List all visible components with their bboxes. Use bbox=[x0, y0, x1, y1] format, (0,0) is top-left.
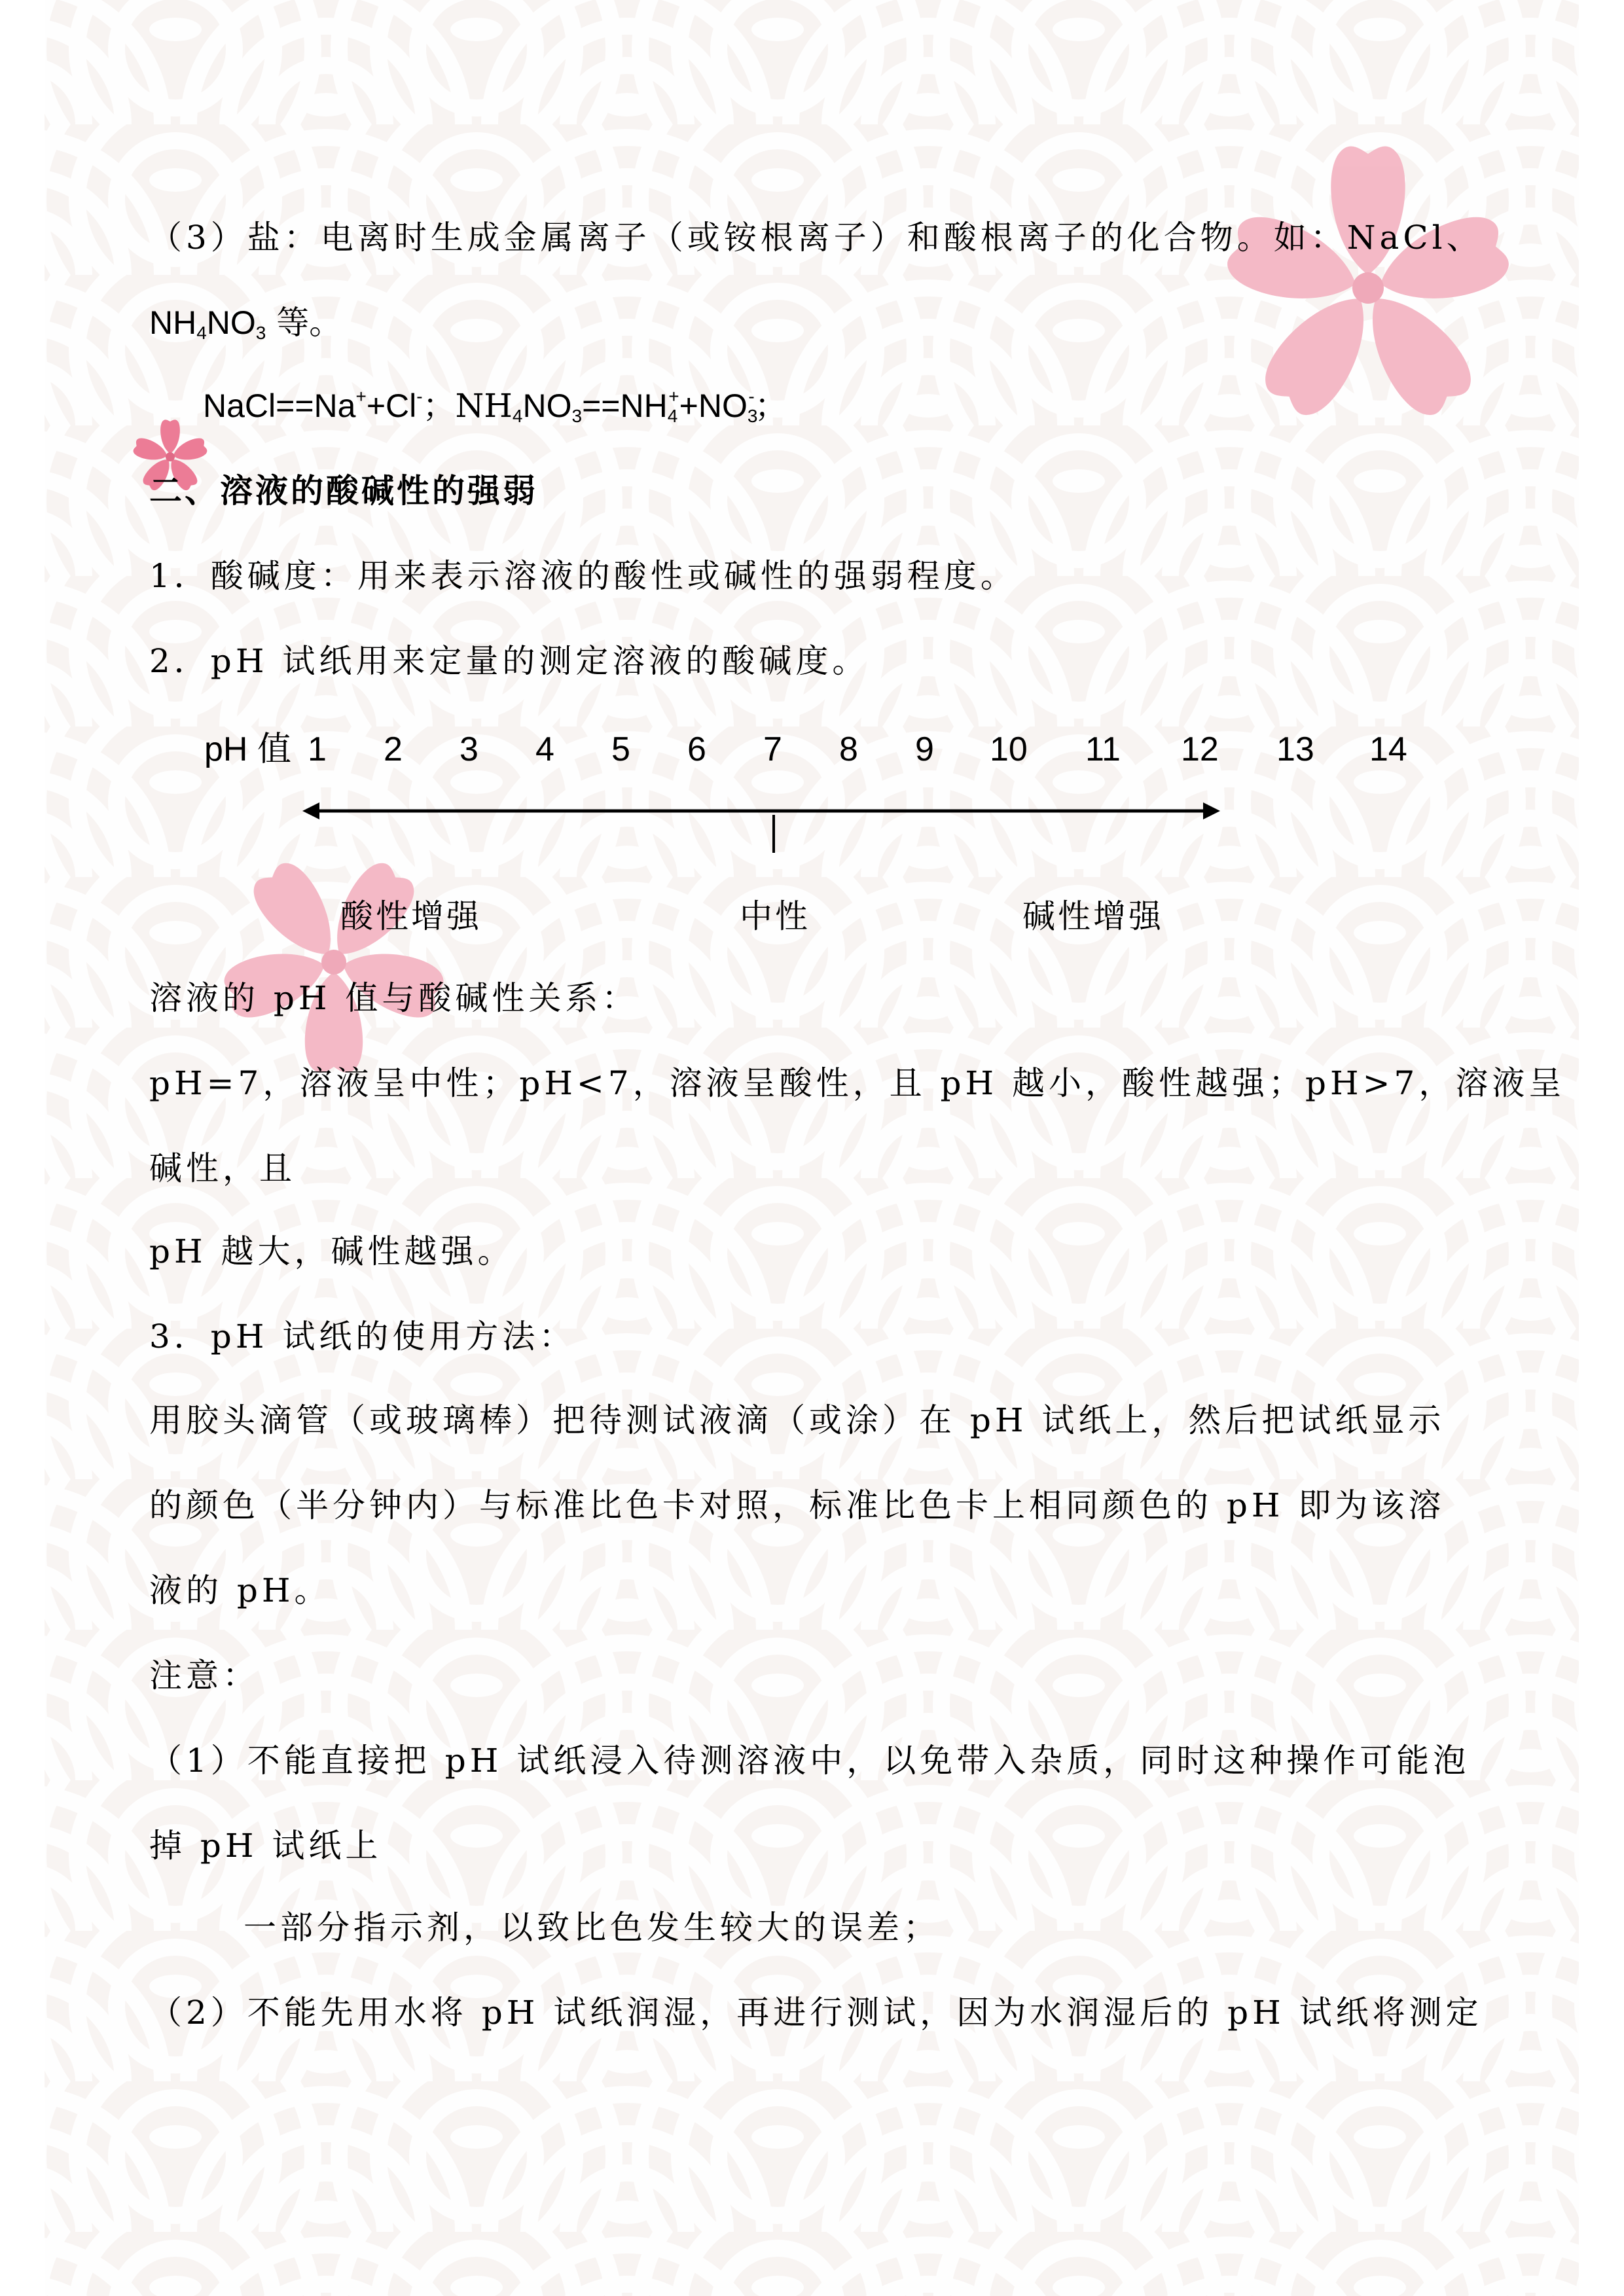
note-2-line-1: （2）不能先用水将 pH 试纸润湿，再进行测试，因为水润湿后的 pH 试纸将测定 bbox=[149, 1994, 1483, 2032]
item-1: 1．酸碱度：用来表示溶液的酸性或碱性的强弱程度。 bbox=[149, 557, 1017, 595]
superscript: + bbox=[355, 386, 367, 406]
salt-definition bbox=[149, 218, 1483, 257]
note-1-line-3: 一部分指示剂，以致比色发生较大的误差； bbox=[244, 1909, 940, 1946]
salt-examples bbox=[149, 303, 342, 342]
ph-value: 6 bbox=[687, 730, 706, 768]
eq-part: ==NH bbox=[582, 387, 668, 424]
eq-part: ；NH bbox=[422, 387, 513, 425]
ph-scale bbox=[0, 730, 1624, 769]
relation-line-2: 碱性，且 bbox=[149, 1149, 296, 1187]
eq-part: +NO bbox=[679, 387, 748, 424]
subscript: 4 bbox=[667, 406, 678, 426]
note-1-line-1: （1）不能直接把 pH 试纸浸入待测溶液中，以免带入杂质，同时这种操作可能泡 bbox=[149, 1742, 1470, 1780]
ph-value: 2 bbox=[384, 730, 403, 768]
ph-value: 14 bbox=[1369, 730, 1407, 768]
relation-title: 溶液的 pH 值与酸碱性关系： bbox=[149, 979, 639, 1017]
item-2: 2．pH 试纸用来定量的测定溶液的酸碱度。 bbox=[149, 642, 869, 680]
ph-value: 8 bbox=[839, 730, 858, 768]
ph-value: 4 bbox=[535, 730, 554, 768]
subscript: 4 bbox=[512, 406, 523, 426]
salt-definition-text: （3）盐：电离时生成金属离子（或铵根离子）和酸根离子的化合物。如：NaCl、 bbox=[149, 219, 1483, 257]
arrow-left-icon bbox=[302, 802, 319, 819]
ph-label-latin: pH bbox=[204, 730, 248, 768]
section-heading: 二、溶液的酸碱性的强弱 bbox=[149, 472, 538, 510]
ionization-equations bbox=[203, 386, 787, 425]
formula-part: NH bbox=[149, 304, 197, 341]
note-1-line-2: 掉 pH 试纸上 bbox=[149, 1827, 382, 1865]
suffix-text: 等。 bbox=[276, 304, 342, 342]
method-line-2: 的颜色（半分钟内）与标准比色卡对照，标准比色卡上相同颜色的 pH 即为该溶 bbox=[149, 1486, 1445, 1524]
superscript: + bbox=[668, 386, 679, 406]
basic-label: 碱性增强 bbox=[1022, 897, 1164, 935]
formula-nh4no3 bbox=[149, 304, 266, 341]
superscript: - bbox=[748, 386, 755, 406]
neutral-label: 中性 bbox=[740, 897, 810, 935]
method-line-1: 用胶头滴管（或玻璃棒）把待测试液滴（或涂）在 pH 试纸上，然后把试纸显示 bbox=[149, 1401, 1445, 1439]
ph-value: 10 bbox=[990, 730, 1028, 768]
acidic-label: 酸性增强 bbox=[340, 897, 482, 935]
relation-line-3: pH 越大，碱性越强。 bbox=[149, 1232, 514, 1270]
method-line-3: 液的 pH。 bbox=[149, 1571, 331, 1609]
subscript: 3 bbox=[255, 323, 266, 343]
eq-part: ； bbox=[754, 387, 787, 425]
ph-value: 11 bbox=[1085, 730, 1121, 768]
ph-value: 1 bbox=[308, 730, 327, 768]
relation-line-1: pH=7，溶液呈中性；pH<7，溶液呈酸性，且 pH 越小，酸性越强；pH>7，溶液呈 bbox=[149, 1064, 1566, 1102]
item-3: 3．pH 试纸的使用方法： bbox=[149, 1318, 576, 1355]
ph-value: 13 bbox=[1276, 730, 1314, 768]
superscript: - bbox=[416, 386, 423, 406]
eq-part: NO bbox=[522, 387, 572, 424]
arrow-right-icon bbox=[1203, 802, 1220, 819]
subscript: 3 bbox=[747, 406, 758, 426]
note-title: 注意： bbox=[149, 1657, 259, 1695]
eq-part: NaCl==Na bbox=[203, 387, 356, 424]
subscript: 4 bbox=[196, 323, 207, 343]
ph-label-cn: 值 bbox=[257, 730, 291, 769]
ph-scale-label bbox=[204, 730, 291, 769]
ph-value: 3 bbox=[460, 730, 478, 768]
subscript: 3 bbox=[571, 406, 583, 426]
ph-value: 7 bbox=[763, 730, 782, 768]
formula-part: NO bbox=[206, 304, 256, 341]
ph-value: 9 bbox=[915, 730, 934, 768]
ph-value: 12 bbox=[1181, 730, 1219, 768]
ph-value: 5 bbox=[611, 730, 630, 768]
eq-part: +Cl bbox=[366, 387, 417, 424]
